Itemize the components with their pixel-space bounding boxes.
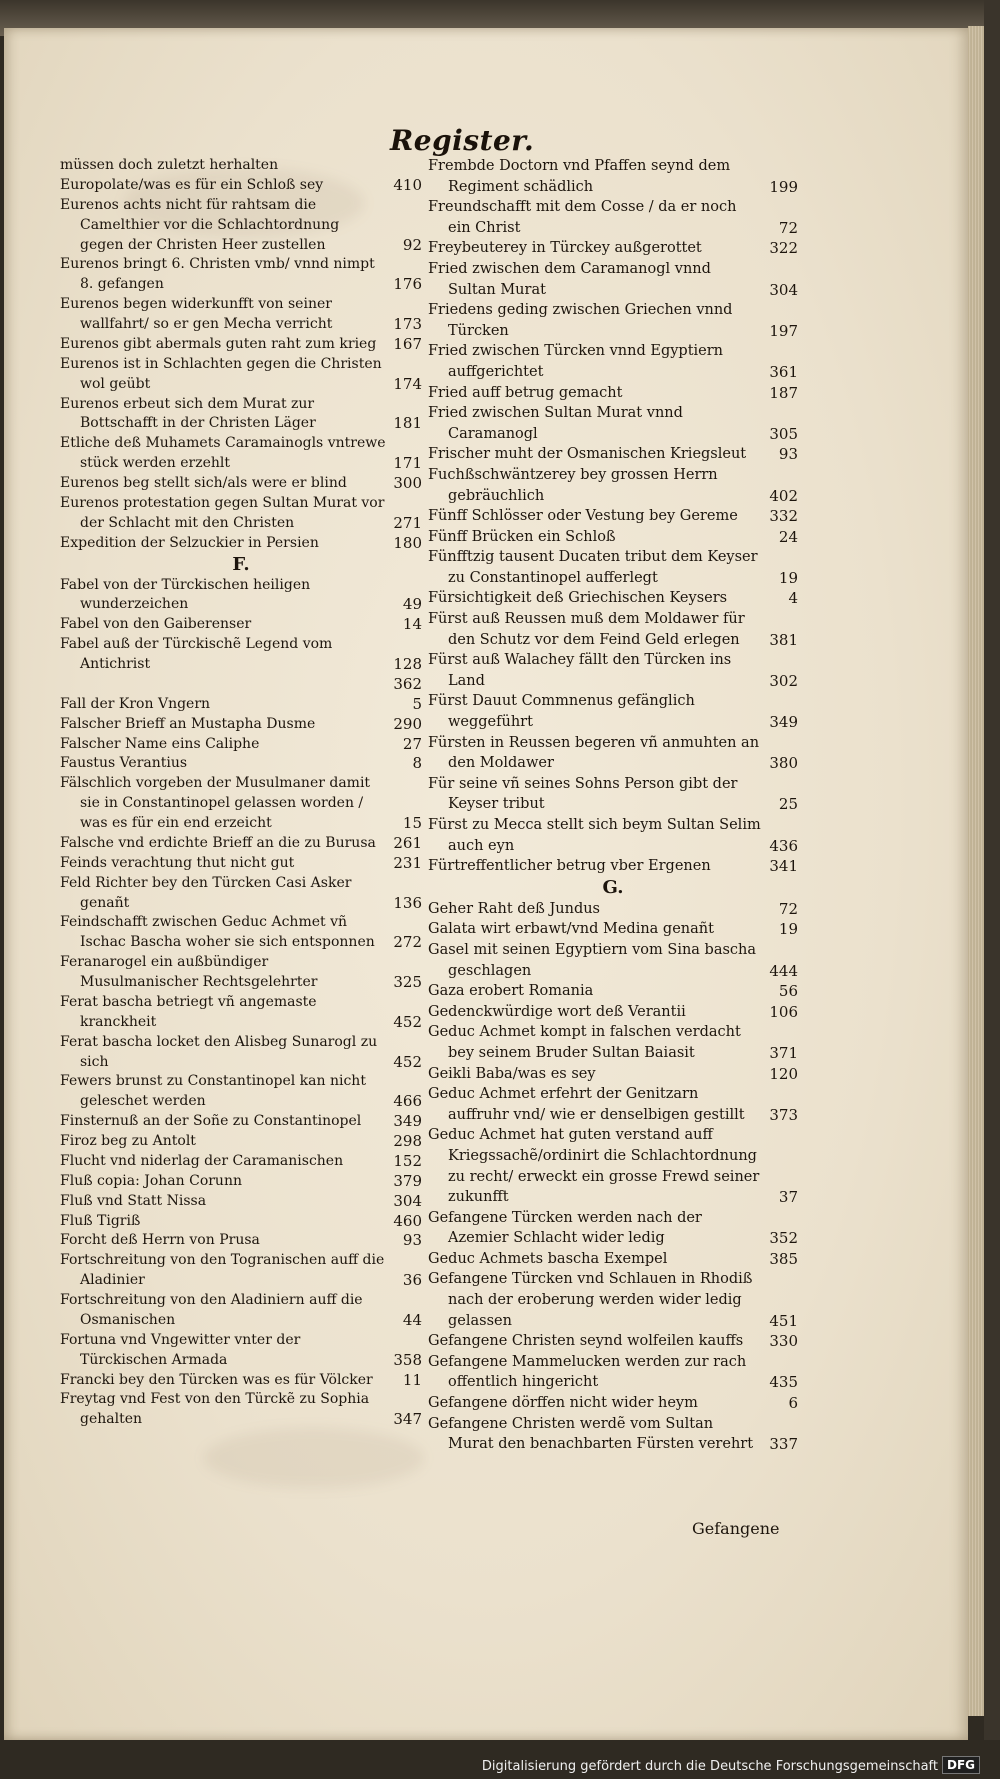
footer-credit: Digitalisierung gefördert durch die Deutsche Forschungsgemeinschaft xyxy=(481,1759,938,1774)
register-entry xyxy=(60,1112,422,1132)
register-entry xyxy=(60,874,422,914)
entry-page-number: 15 xyxy=(402,814,422,832)
entry-text: Gefangene Türcken werden nach der Azemier Schlacht wider ledig xyxy=(428,1209,702,1247)
entry-page-number: 6 xyxy=(788,1394,798,1413)
entry-page-number: 358 xyxy=(393,1350,422,1369)
entry-page-number: 187 xyxy=(769,383,798,402)
entry-text: Geher Raht deß Jundus xyxy=(428,900,601,917)
entry-page-number: 349 xyxy=(769,713,798,732)
entry-page-number: 93 xyxy=(778,445,798,464)
entry-page-number: 452 xyxy=(393,1012,422,1031)
register-entry xyxy=(428,527,798,548)
entry-page-number: 171 xyxy=(393,454,422,473)
register-entry xyxy=(60,295,422,335)
entry-page-number: 93 xyxy=(402,1231,422,1250)
register-entry xyxy=(428,919,798,940)
register-entry xyxy=(428,1393,798,1414)
register-entry xyxy=(60,1152,422,1172)
entry-page-number: 385 xyxy=(769,1249,798,1268)
register-column-right xyxy=(428,156,798,1455)
entry-text: Fluß Tigriß xyxy=(60,1212,141,1229)
entry-text: Fabel von der Türckischen heiligen wunderzeichen xyxy=(60,576,311,613)
entry-text: Geduc Achmet kompt in falschen verdacht bey seinem Bruder Sultan Baiasit xyxy=(428,1024,741,1061)
register-entry xyxy=(428,259,798,300)
register-entry xyxy=(60,196,422,256)
register-entry xyxy=(60,774,422,834)
scan-background-right xyxy=(984,0,1000,1779)
entry-text: Fortschreitung von den Togranischen auff die Aladinier xyxy=(60,1252,385,1289)
register-entry xyxy=(428,197,798,238)
register-entry xyxy=(60,754,422,774)
register-entry xyxy=(428,238,798,259)
entry-page-number: 379 xyxy=(393,1171,422,1190)
entry-text: Feindschafft zwischen Geduc Achmet vñ Ischac Bascha woher sie sich entsponnen xyxy=(60,914,375,951)
entry-page-number: 231 xyxy=(393,853,422,872)
entry-page-number: 410 xyxy=(393,175,422,194)
register-entry xyxy=(428,1414,798,1455)
register-entry xyxy=(428,940,798,981)
entry-text: Etliche deß Muhamets Caramainogls vntrewe stück werden erzehlt xyxy=(60,435,386,472)
entry-text: Feld Richter bey den Türcken Casi Asker genañt xyxy=(60,874,352,911)
entry-text: Eurenos bringt 6. Christen vmb/ vnnd nimpt 8. gefangen xyxy=(60,256,375,293)
register-entry xyxy=(428,156,798,197)
entry-text: Feinds verachtung thut nicht gut xyxy=(60,854,295,871)
register-entry xyxy=(428,506,798,527)
entry-text: Frembde Doctorn vnd Pfaffen seynd dem Regiment schädlich xyxy=(428,158,731,195)
ink-smudge xyxy=(204,1428,424,1488)
register-entry xyxy=(60,335,422,355)
register-entry xyxy=(428,650,798,691)
entry-text: Fälschlich vorgeben der Musulmaner damit sie in Constantinopel gelassen worden / was es für ein end erzeicht xyxy=(60,775,371,831)
register-entry xyxy=(60,1390,422,1430)
register-entry xyxy=(428,1208,798,1249)
entry-page-number: 322 xyxy=(769,239,798,258)
entry-text: Forcht deß Herrn von Prusa xyxy=(60,1232,260,1249)
entry-page-number: 174 xyxy=(393,374,422,393)
register-entry xyxy=(60,854,422,874)
register-entry xyxy=(60,1251,422,1291)
entry-page-number: 300 xyxy=(393,474,422,492)
entry-text: Fürst Dauut Commnenus gefänglich weggeführt xyxy=(428,693,695,731)
entry-text: Gedenckwürdige wort deß Verantii xyxy=(428,1003,686,1020)
entry-page-number: 56 xyxy=(778,982,798,1001)
entry-page-number: 325 xyxy=(393,973,422,991)
register-entry xyxy=(428,981,798,1002)
register-entry xyxy=(60,355,422,395)
entry-text: Falscher Name eins Caliphe xyxy=(60,735,260,752)
entry-text: müssen doch zuletzt herhalten xyxy=(60,157,279,173)
register-entry xyxy=(428,444,798,465)
register-entry xyxy=(428,465,798,506)
entry-page-number: 106 xyxy=(769,1002,798,1021)
register-entry xyxy=(60,715,422,735)
entry-text: Falsche vnd erdichte Brieff an die zu Burusa xyxy=(60,834,376,851)
entry-text: Expedition der Selzuckier in Persien xyxy=(60,534,319,551)
entry-page-number: 330 xyxy=(769,1332,798,1351)
register-entry xyxy=(428,815,798,856)
entry-page-number: 373 xyxy=(769,1105,798,1124)
entry-page-number: 436 xyxy=(769,836,798,855)
register-entry xyxy=(428,341,798,382)
entry-page-number: 136 xyxy=(393,893,422,912)
register-entry xyxy=(428,1022,798,1063)
entry-page-number: 337 xyxy=(769,1435,798,1454)
register-entry xyxy=(60,1033,422,1073)
entry-page-number: 180 xyxy=(393,533,422,552)
entry-text: Für seine vñ seines Sohns Person gibt der Keyser tribut xyxy=(428,775,738,813)
section-letter: F. xyxy=(232,553,250,575)
page-header: Register. xyxy=(390,124,535,157)
register-entry xyxy=(60,494,422,534)
entry-text: Fried zwischen dem Caramanogl vnnd Sultan Murat xyxy=(428,260,711,298)
entry-text: Fried auff betrug gemacht xyxy=(428,384,623,401)
register-entry xyxy=(428,383,798,404)
entry-page-number: 36 xyxy=(402,1271,422,1290)
entry-text: Gasel mit seinen Egyptiern vom Sina bascha geschlagen xyxy=(428,941,757,979)
entry-page-number: 302 xyxy=(769,671,798,690)
entry-text: Freundschafft mit dem Cosse / da er noch ein Christ xyxy=(428,199,737,236)
entry-page-number: 304 xyxy=(393,1191,422,1210)
entry-page-number: 11 xyxy=(402,1370,422,1389)
entry-page-number: 37 xyxy=(778,1188,798,1207)
entry-text: Geduc Achmets bascha Exempel xyxy=(428,1250,668,1267)
entry-page-number: 14 xyxy=(402,615,422,634)
entry-page-number: 173 xyxy=(393,315,422,333)
register-entry xyxy=(428,547,798,588)
entry-page-number: 19 xyxy=(778,920,798,939)
entry-text: Europolate/was es für ein Schloß sey xyxy=(60,176,324,193)
entry-page-number: 290 xyxy=(393,714,422,733)
entry-text: Fürst zu Mecca stellt sich beym Sultan Selim auch eyn xyxy=(428,817,761,854)
entry-text: Fünff Brücken ein Schloß xyxy=(428,528,616,545)
entry-page-number: 347 xyxy=(393,1410,422,1429)
entry-page-number: 120 xyxy=(769,1064,798,1083)
entry-text: Geikli Baba/was es sey xyxy=(428,1065,596,1082)
entry-page-number: 305 xyxy=(769,424,798,443)
entry-text: Feranarogel ein außbündiger Musulmanischer Rechtsgelehrter xyxy=(60,954,318,990)
entry-text: Freybeuterey in Türckey außgerottet xyxy=(428,240,702,257)
register-entry xyxy=(60,576,422,616)
entry-text: Fünfftzig tausent Ducaten tribut dem Keyser zu Constantinopel aufferlegt xyxy=(428,549,758,586)
entry-text: Fabel von den Gaiberenser xyxy=(60,616,252,633)
register-entry xyxy=(60,1212,422,1232)
register-entry xyxy=(428,691,798,732)
entry-text: Faustus Verantius xyxy=(60,755,188,772)
entry-text: Fabel auß der Türckischẽ Legend vom Antichrist xyxy=(60,636,333,672)
register-entry xyxy=(60,434,422,474)
entry-text: Fried zwischen Türcken vnnd Egyptiern auffgerichtet xyxy=(428,343,724,380)
entry-text: Fewers brunst zu Constantinopel kan nicht geleschet werden xyxy=(60,1073,366,1110)
register-entry xyxy=(428,899,798,920)
entry-page-number: 181 xyxy=(393,414,422,433)
entry-text: Finsternuß an der Soñe zu Constantinopel xyxy=(60,1113,362,1130)
entry-text: Fürtreffentlicher betrug vber Ergenen xyxy=(428,858,711,875)
register-entry xyxy=(60,953,422,993)
register-entry xyxy=(60,395,422,435)
entry-page-number: 332 xyxy=(769,507,798,526)
register-entry xyxy=(428,1125,798,1207)
register-entry xyxy=(60,1132,422,1152)
entry-text: Eurenos begen widerkunfft von seiner wallfahrt/ so er gen Mecha verricht xyxy=(60,296,333,332)
dfg-logo: DFG xyxy=(942,1756,980,1774)
register-entry xyxy=(428,1002,798,1023)
entry-text: Flucht vnd niderlag der Caramanischen xyxy=(60,1152,344,1169)
entry-page-number: 5 xyxy=(412,694,422,713)
entry-page-number: 8 xyxy=(412,754,422,773)
entry-text: Gefangene Mammelucken werden zur rach offentlich hingericht xyxy=(428,1353,747,1391)
entry-text: Eurenos ist in Schlachten gegen die Christen wol geübt xyxy=(60,355,382,392)
entry-text: Fortuna vnd Vngewitter vnter der Türckischen Armada xyxy=(60,1331,301,1368)
entry-text: Ferat bascha betriegt vñ angemaste kranckheit xyxy=(60,993,317,1030)
entry-text: Freytag vnd Fest von den Türckẽ zu Sophia gehalten xyxy=(60,1391,370,1428)
entry-page-number: 451 xyxy=(769,1311,798,1330)
entry-text: Eurenos achts nicht für rahtsam die Camelthier vor die Schlachtordnung gegen der Christen Heer zustellen xyxy=(60,196,340,253)
register-entry xyxy=(60,156,422,176)
register-entry xyxy=(60,615,422,635)
entry-text: Friedens geding zwischen Griechen vnnd Türcken xyxy=(428,302,733,339)
entry-text: Fried zwischen Sultan Murat vnnd Caramanogl xyxy=(428,405,683,442)
entry-text: Firoz beg zu Antolt xyxy=(60,1133,196,1149)
entry-text: Fortschreitung von den Aladiniern auff die Osmanischen xyxy=(60,1292,363,1328)
register-entry xyxy=(428,856,798,877)
entry-text: Francki bey den Türcken was es für Völcker xyxy=(60,1371,373,1388)
entry-page-number: 72 xyxy=(778,899,798,918)
entry-page-number: 362 xyxy=(393,674,422,693)
register-entry xyxy=(60,834,422,854)
register-entry xyxy=(60,1231,422,1251)
entry-page-number: 452 xyxy=(393,1052,422,1071)
entry-page-number: 92 xyxy=(402,235,422,254)
entry-text: Fluß copia: Johan Corunn xyxy=(60,1172,242,1189)
entry-text: Gaza erobert Romania xyxy=(428,983,594,1000)
register-entry xyxy=(60,1172,422,1192)
entry-text: Fünff Schlösser oder Vestung bey Gereme xyxy=(428,508,738,525)
entry-text: Gefangene Türcken vnd Schlauen in Rhodiß nach der eroberung werden wider ledig gelassen xyxy=(428,1271,753,1329)
entry-page-number: 349 xyxy=(393,1112,422,1131)
section-letter: G. xyxy=(602,876,624,898)
entry-text: Ferat bascha locket den Alisbeg Sunarogl zu sich xyxy=(60,1033,378,1070)
register-entry xyxy=(60,1291,422,1331)
entry-page-number: 167 xyxy=(393,334,422,353)
register-entry xyxy=(60,635,422,675)
entry-page-number: 27 xyxy=(402,734,422,753)
catchword: Gefangene xyxy=(692,1519,780,1538)
entry-text: Geduc Achmet erfehrt der Genitzarn auffruhr vnd/ wie er denselbigen gestillt xyxy=(428,1086,745,1123)
register-entry xyxy=(60,735,422,755)
entry-page-number: 72 xyxy=(778,218,798,237)
entry-page-number: 341 xyxy=(769,857,798,876)
entry-page-number: 460 xyxy=(393,1211,422,1230)
entry-text: Eurenos beg stellt sich/als were er blind xyxy=(60,475,347,491)
entry-page-number: 466 xyxy=(393,1092,422,1111)
register-entry xyxy=(60,1331,422,1371)
register-entry xyxy=(60,534,422,554)
register-entry xyxy=(428,588,798,609)
register-entry xyxy=(428,1249,798,1270)
entry-page-number: 128 xyxy=(393,655,422,673)
entry-page-number: 402 xyxy=(769,486,798,505)
entry-page-number: 49 xyxy=(402,595,422,614)
entry-page-number: 352 xyxy=(769,1229,798,1248)
entry-text: Gefangene Christen werdẽ vom Sultan Murat den benachbarten Fürsten verehrt xyxy=(428,1415,754,1453)
entry-text: Fürst auß Walachey fällt den Türcken ins Land xyxy=(428,652,732,689)
entry-page-number: 19 xyxy=(778,568,798,587)
entry-text: Fuchßschwäntzerey bey grossen Herrn gebräuchlich xyxy=(428,466,718,504)
entry-page-number: 25 xyxy=(778,795,798,814)
register-entry xyxy=(428,1084,798,1125)
entry-page-number: 199 xyxy=(769,177,798,196)
entry-text: Eurenos erbeut sich dem Murat zur Bottschafft in der Christen Läger xyxy=(60,395,316,432)
page-edge xyxy=(968,26,984,1716)
entry-page-number: 381 xyxy=(769,630,798,649)
entry-page-number: 261 xyxy=(393,833,422,852)
register-entry xyxy=(60,695,422,715)
entry-text: Falscher Brieff an Mustapha Dusme xyxy=(60,715,316,732)
register-entry xyxy=(428,1269,798,1331)
register-entry xyxy=(428,1064,798,1085)
entry-text: Galata wirt erbawt/vnd Medina genañt xyxy=(428,921,714,938)
register-entry xyxy=(60,474,422,494)
entry-page-number: 272 xyxy=(393,933,422,952)
entry-page-number: 298 xyxy=(393,1132,422,1150)
entry-text: Fürsten in Reussen begeren vñ anmuhten an den Moldawer xyxy=(428,734,760,772)
entry-text: Eurenos protestation gegen Sultan Murat vor der Schlacht mit den Christen xyxy=(60,494,385,531)
entry-page-number: 304 xyxy=(769,280,798,299)
entry-page-number: 176 xyxy=(393,275,422,294)
entry-text: Geduc Achmet hat guten verstand auff Kriegssachẽ/ordinirt die Schlachtordnung zu recht/ erweckt ein grosse Frewd seiner zukunfft xyxy=(428,1127,760,1206)
entry-page-number: 371 xyxy=(769,1043,798,1062)
entry-page-number: 4 xyxy=(788,589,798,608)
register-entry xyxy=(428,300,798,341)
register-entry xyxy=(428,609,798,650)
register-entry xyxy=(60,913,422,953)
entry-page-number: 271 xyxy=(393,513,422,532)
register-entry xyxy=(60,176,422,196)
entry-page-number: 361 xyxy=(769,362,798,381)
entry-page-number: 444 xyxy=(769,961,798,980)
register-entry xyxy=(428,403,798,444)
entry-text: Frischer muht der Osmanischen Kriegsleut xyxy=(428,446,747,463)
register-entry xyxy=(428,1331,798,1352)
entry-page-number: 435 xyxy=(769,1373,798,1392)
entry-page-number: 380 xyxy=(769,754,798,773)
entry-page-number: 24 xyxy=(778,527,798,546)
register-entry xyxy=(60,1371,422,1391)
register-entry xyxy=(428,1352,798,1393)
register-entry xyxy=(60,993,422,1033)
entry-text: Fluß vnd Statt Nissa xyxy=(60,1192,207,1209)
entry-page-number: 197 xyxy=(769,321,798,340)
register-entry xyxy=(60,1072,422,1112)
entry-page-number: 152 xyxy=(393,1151,422,1170)
register-column-left xyxy=(60,156,422,1430)
entry-text: Fall der Kron Vngern xyxy=(60,695,211,712)
register-entry xyxy=(60,675,422,695)
register-entry xyxy=(428,733,798,774)
entry-text: Eurenos gibt abermals guten raht zum krieg xyxy=(60,335,377,352)
entry-text: Fürst auß Reussen muß dem Moldawer für den Schutz vor dem Feind Geld erlegen xyxy=(428,611,745,648)
entry-text: Gefangene Christen seynd wolfeilen kauffs xyxy=(428,1333,744,1350)
entry-text: Gefangene dörffen nicht wider heym xyxy=(428,1395,698,1412)
register-entry xyxy=(60,255,422,295)
register-entry xyxy=(428,774,798,815)
entry-text: Fürsichtigkeit deß Griechischen Keysers xyxy=(428,590,728,607)
register-entry xyxy=(60,1192,422,1212)
entry-page-number: 44 xyxy=(402,1310,422,1329)
